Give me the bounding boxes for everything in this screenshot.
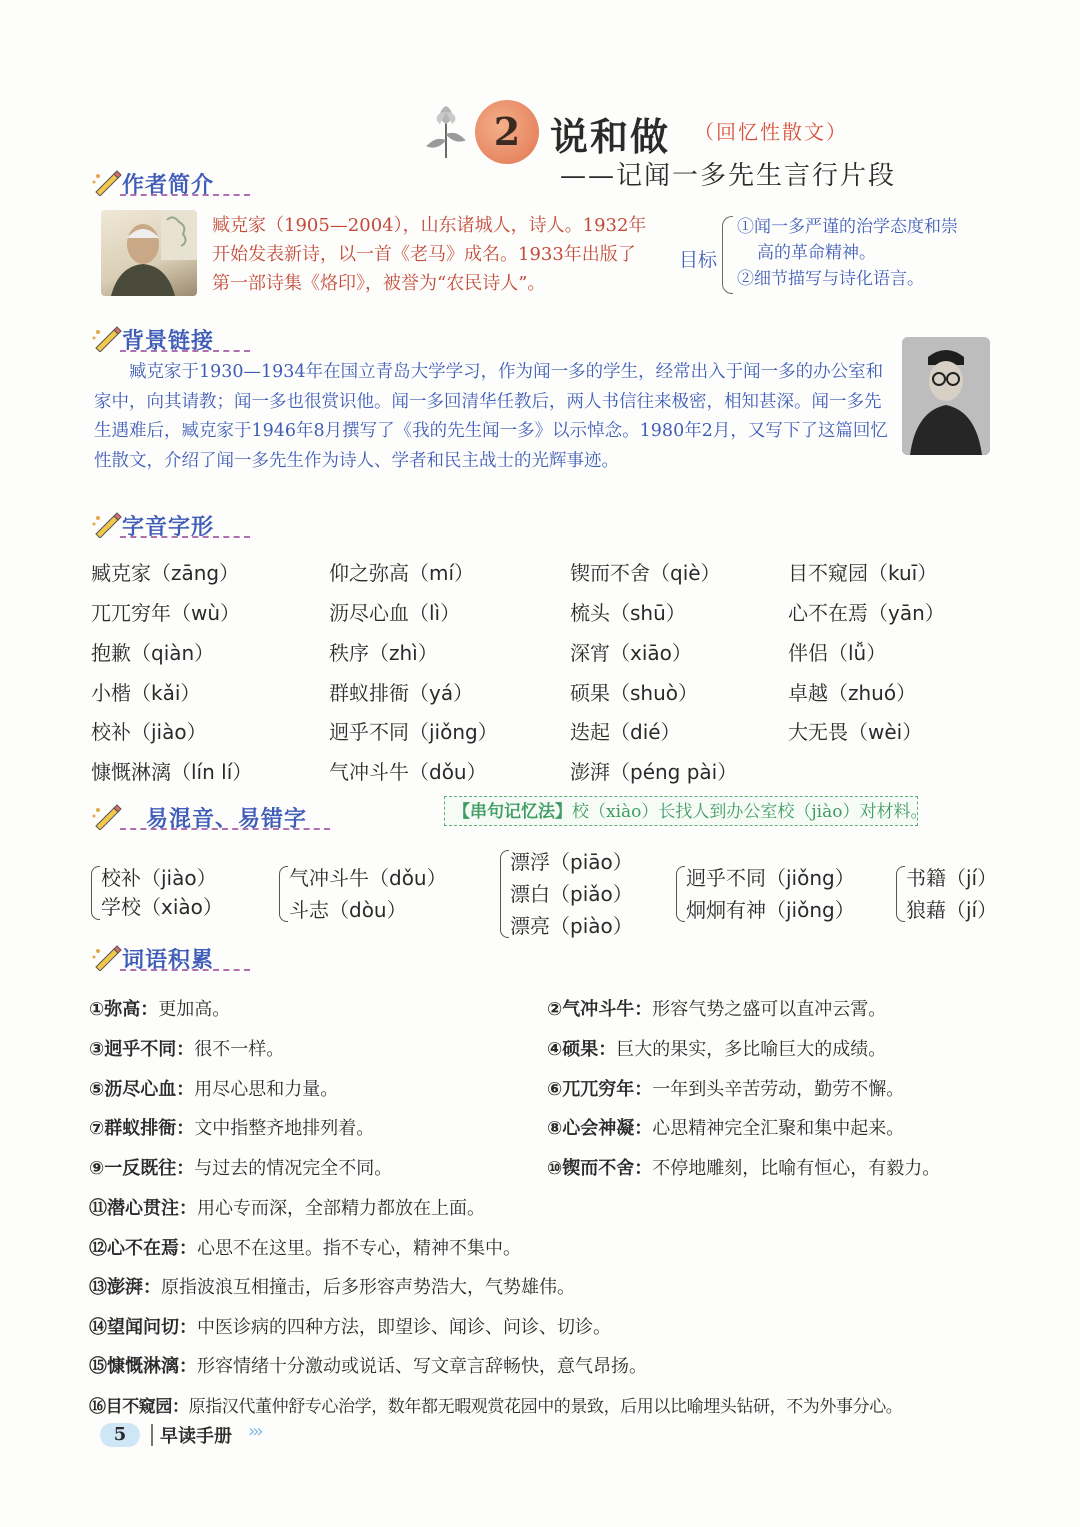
vocab-item: 迥乎不同（jiǒng）: [329, 720, 498, 744]
pencil-icon: [92, 800, 122, 830]
section-header-pronunciation: [92, 508, 250, 540]
vocab-item: 兀兀穷年（wù）: [91, 601, 241, 625]
brace: [91, 866, 100, 920]
goal-item: 高的革命精神。: [757, 243, 876, 263]
section-title: 作者简介: [122, 173, 215, 198]
confusion-group: [676, 862, 856, 924]
mnemonic-tag: 【串句记忆法】: [453, 802, 572, 822]
vocab-item: 仰之弥高（mí）: [329, 561, 475, 585]
vocab-item: 深宵（xiāo）: [570, 641, 692, 665]
vocab-item: 目不窥园（kuī）: [788, 561, 938, 585]
definition-item: ⑩锲而不舍：不停地雕刻，比喻有恒心，有毅力。: [547, 1158, 941, 1179]
confusion-item: 校补（jiào）: [101, 866, 217, 890]
pencil-icon: [92, 166, 122, 196]
confusion-item: 漂白（piǎo）: [510, 882, 633, 906]
definition-item: ⑮慷慨淋漓：形容情绪十分激动或说话、写文章言辞畅快，意气昂扬。: [89, 1356, 647, 1377]
definition-item: ②气冲斗牛：形容气势之盛可以直冲云霄。: [547, 999, 887, 1020]
definition-item: ⑫心不在焉：心思不在这里。指不专心，精神不集中。: [89, 1238, 521, 1259]
vocab-item: 秩序（zhì）: [329, 641, 438, 665]
confusion-item: 学校（xiào）: [101, 895, 223, 919]
section-header-background: [92, 322, 250, 354]
goals-label: 目标: [679, 249, 718, 271]
confusion-item: 炯炯有神（jiǒng）: [686, 898, 855, 922]
vocab-item: 小楷（kǎi）: [91, 681, 201, 705]
goal-item: ①闻一多严谨的治学态度和崇: [737, 217, 958, 237]
confusion-item: 书籍（jí）: [906, 866, 998, 890]
vocab-item: 臧克家（zāng）: [91, 561, 240, 585]
vocab-item: 硕果（shuò）: [570, 681, 699, 705]
vocab-item: 沥尽心血（lì）: [329, 601, 461, 625]
brace: [279, 866, 288, 922]
confusion-group: [500, 846, 640, 940]
dashed-underline: [120, 536, 250, 538]
brace: [500, 850, 509, 938]
definition-item: ⑭望闻问切：中医诊病的四种方法，即望诊、闻诊、问诊、切诊。: [89, 1317, 611, 1338]
section-title: 易混音、易错字: [146, 807, 308, 832]
vocab-item: 气冲斗牛（dǒu）: [329, 760, 487, 784]
vocab-item: 澎湃（péng pài）: [570, 760, 738, 784]
wen-yiduo-portrait: [902, 337, 990, 455]
brace: [896, 866, 905, 922]
page-subtitle: ——记闻一多先生言行片段: [560, 161, 897, 191]
mnemonic-box: [444, 796, 928, 826]
author-intro: 臧克家（1905—2004），山东诸城人，诗人。1932年开始发表新诗，以一首《老马》成名。1933年出版了第一部诗集《烙印》，被誉为“农民诗人”。: [212, 215, 647, 294]
mnemonic-text: 校（xiào）长找人到办公室校（jiào）对材料。: [572, 802, 928, 822]
confusion-group: [279, 862, 459, 924]
section-header-author: [92, 166, 250, 198]
section-title: 背景链接: [122, 329, 215, 354]
goal-item: ②细节描写与诗化语言。: [737, 269, 924, 289]
pencil-icon: [92, 941, 122, 971]
vocab-item: 梳头（shū）: [570, 601, 686, 625]
section-header-vocabulary: [92, 941, 250, 973]
dashed-underline: [120, 828, 330, 830]
vocab-item: 伴侣（lǚ）: [788, 641, 887, 665]
page-number: 5: [100, 1423, 140, 1447]
vocab-item: 卓越（zhuó）: [788, 681, 917, 705]
dashed-underline: [120, 194, 250, 196]
lesson-number: 2: [475, 100, 539, 164]
vocab-item: 心不在焉（yān）: [788, 601, 945, 625]
pencil-icon: [92, 322, 122, 352]
vocab-item: 大无畏（wèi）: [788, 720, 923, 744]
dashed-underline: [120, 969, 250, 971]
book-name: 早读手册: [160, 1426, 232, 1447]
definition-item: ④硕果：巨大的果实，多比喻巨大的成绩。: [547, 1039, 887, 1060]
brace: [676, 866, 685, 922]
confusion-item: 气冲斗牛（dǒu）: [289, 866, 447, 890]
section-title: 字音字形: [122, 515, 215, 540]
definition-item: ③迥乎不同：很不一样。: [89, 1039, 285, 1060]
goals-list: [737, 214, 987, 292]
confusion-group: [91, 862, 251, 922]
confusion-item: 斗志（dòu）: [289, 898, 407, 922]
goals-brace: [722, 216, 733, 294]
confusion-item: 漂亮（piào）: [510, 914, 633, 938]
background-text: 臧克家于1930—1934年在国立青岛大学学习，作为闻一多的学生，经常出入于闻一多的办公室和家中，向其请教；闻一多也很赏识他。闻一多回清华任教后，两人书信往来极密，相知甚深。闻一多先生遇难后，臧克家于1946年8月撰写了《我的先生闻一多》以示悼念。1980年2月，又写下了这篇回忆性散文，介绍了闻一多先生作为诗人、学者和民主战士的光辉事迹。: [94, 362, 888, 471]
confusion-group: [896, 862, 996, 924]
confusion-item: 漂浮（piāo）: [510, 850, 633, 874]
definition-item: ⑥兀兀穷年：一年到头辛苦劳动，勤劳不懈。: [547, 1079, 905, 1100]
definition-item: ⑬澎湃：原指波浪互相撞击，后多形容声势浩大，气势雄伟。: [89, 1277, 575, 1298]
definition-item: ⑨一反既往：与过去的情况完全不同。: [89, 1158, 393, 1179]
vocab-item: 校补（jiào）: [91, 720, 207, 744]
author-portrait: [101, 210, 197, 296]
vocab-item: 锲而不舍（qiè）: [570, 561, 721, 585]
section-header-confusion: [92, 800, 330, 832]
definition-item: ⑤沥尽心血：用尽心思和力量。: [89, 1079, 339, 1100]
vocab-item: 慷慨淋漓（lín lí）: [91, 760, 253, 784]
confusion-item: 狼藉（jí）: [906, 898, 998, 922]
dashed-underline: [120, 350, 250, 352]
pencil-icon: [92, 508, 122, 538]
lotus-icon: [424, 100, 468, 160]
definition-item: ⑯目不窥园：原指汉代董仲舒专心治学，数年都无暇观赏花园中的景致，后用以比喻埋头钻研，不为外事分心。: [89, 1397, 903, 1417]
section-title: 词语积累: [122, 948, 215, 973]
title-genre: （回忆性散文）: [694, 120, 848, 144]
vocab-item: 迭起（dié）: [570, 720, 681, 744]
footer-divider: [151, 1424, 153, 1446]
definition-item: ⑧心会神凝：心思精神完全汇聚和集中起来。: [547, 1118, 905, 1139]
definition-item: ⑪潜心贯注：用心专而深，全部精力都放在上面。: [89, 1198, 485, 1219]
chevron-right-icon: ›››: [248, 1421, 261, 1442]
confusion-item: 迥乎不同（jiǒng）: [686, 866, 855, 890]
definition-item: ⑦群蚁排衙：文中指整齐地排列着。: [89, 1118, 375, 1139]
definition-item: ①弥高：更加高。: [89, 999, 231, 1020]
vocab-item: 群蚁排衙（yá）: [329, 681, 474, 705]
vocab-item: 抱歉（qiàn）: [91, 641, 215, 665]
page-title: 说和做: [550, 114, 671, 159]
